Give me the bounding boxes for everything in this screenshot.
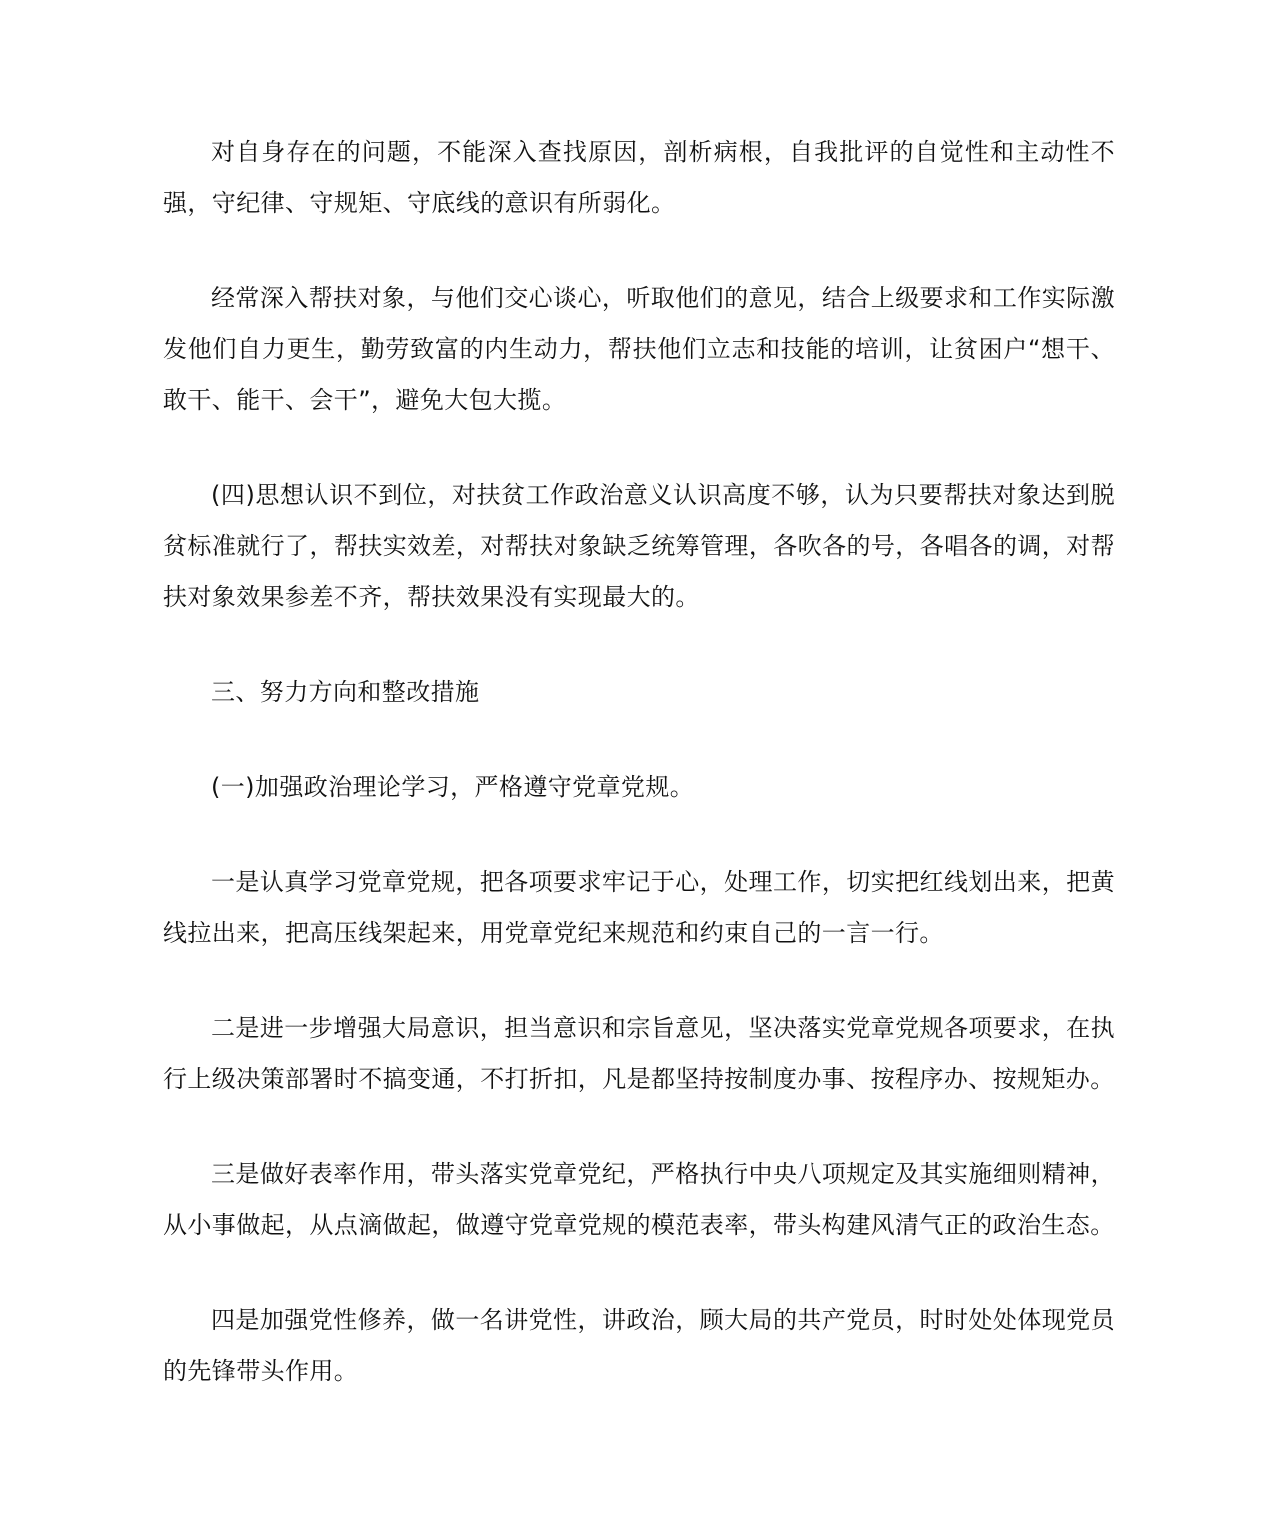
paragraph-point-three: 三是做好表率作用，带头落实党章党纪，严格执行中央八项规定及其实施细则精神，从小事做起，从点滴做起，做遵守党章党规的模范表率，带头构建风清气正的政治生态。: [163, 1160, 1115, 1239]
paragraph-self-criticism: 对自身存在的问题，不能深入查找原因，剖析病根，自我批评的自觉性和主动性不强，守纪律、守规矩、守底线的意识有所弱化。: [163, 138, 1115, 217]
paragraph-section-four: (四)思想认识不到位，对扶贫工作政治意义认识高度不够，认为只要帮扶对象达到脱贫标准就行了，帮扶实效差，对帮扶对象缺乏统筹管理，各吹各的号，各唱各的调，对帮扶对象效果参差不齐，帮扶效果没有实现最大的。: [163, 481, 1115, 611]
section-heading-three: 三、努力方向和整改措施: [211, 678, 480, 706]
subheading-one: (一)加强政治理论学习，严格遵守党章党规。: [211, 773, 695, 801]
paragraph-point-two: 二是进一步增强大局意识，担当意识和宗旨意见，坚决落实党章党规各项要求，在执行上级决策部署时不搞变通，不打折扣，凡是都坚持按制度办事、按程序办、按规矩办。: [163, 1014, 1115, 1093]
document-body: [163, 127, 1115, 1441]
paragraph-assistance-targets: 经常深入帮扶对象，与他们交心谈心，听取他们的意见，结合上级要求和工作实际激发他们自力更生，勤劳致富的内生动力，帮扶他们立志和技能的培训，让贫困户“想干、敢干、能干、会干”，避免大包大揽。: [163, 284, 1115, 414]
paragraph-point-one: 一是认真学习党章党规，把各项要求牢记于心，处理工作，切实把红线划出来，把黄线拉出来，把高压线架起来，用党章党纪来规范和约束自己的一言一行。: [163, 868, 1115, 947]
paragraph-point-four: 四是加强党性修养，做一名讲党性，讲政治，顾大局的共产党员，时时处处体现党员的先锋带头作用。: [163, 1306, 1115, 1385]
